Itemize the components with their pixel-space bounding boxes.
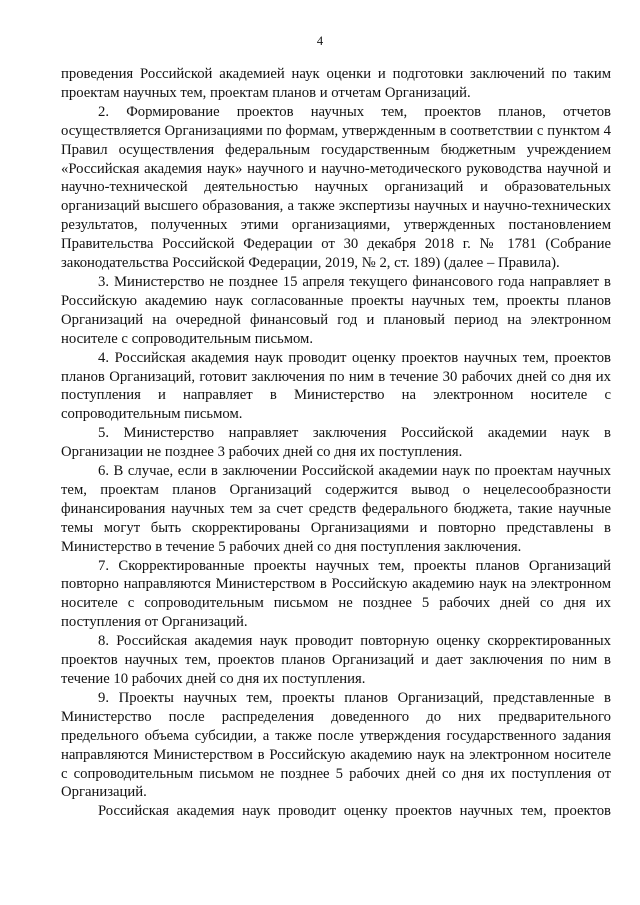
paragraph-item-4: 4. Российская академия наук проводит оценку проектов научных тем, проектов планов Организаций, готовит заключения по ним в течение 30 рабочих дней со дня их поступления и направляет в Министерство на электронном носителе с сопроводительным письмом. [61,349,611,423]
paragraph-item-7: 7. Скорректированные проекты научных тем, проекты планов Организаций повторно направляются Министерством в Российскую академию наук на электронном носителе с сопроводительным письмом не позднее 5 рабочих дней со дня их поступления от Организаций. [61,557,611,631]
paragraph-item-6: 6. В случае, если в заключении Российской академии наук по проектам научных тем, проектам планов Организаций содержится вывод о нецелесообразности финансирования научных тем за счет средств федерального бюджета, такие научные темы могут быть скорректированы Организациями и повторно представлены в Министерство в течение 5 рабочих дней со дня поступления заключения. [61,463,611,555]
paragraph-item-8: 8. Российская академия наук проводит повторную оценку скорректированных проектов научных тем, проектов планов Организаций и дает заключения по ним в течение 10 рабочих дней со дня их поступления. [61,633,611,687]
paragraph-item-5: 5. Министерство направляет заключения Российской академии наук в Организации не позднее 3 рабочих дней со дня их поступления. [61,425,611,461]
paragraph-item-9: 9. Проекты научных тем, проекты планов Организаций, представленные в Министерство после распределения доведенного до них предварительного предельного объема субсидии, а также после утверждения государственного задания направляются Министерством в Российскую академию наук на электронном носителе с сопроводительным письмом не позднее 5 рабочих дней со дня их поступления от Организаций. [61,689,611,801]
paragraph-item-3: 3. Министерство не позднее 15 апреля текущего финансового года направляет в Российскую академию наук согласованные проекты научных тем, проекты планов Организаций на очередной финансовый год и плановый период на электронном носителе с сопроводительным письмом. [61,273,611,347]
paragraph-continuation: проведения Российской академией наук оценки и подготовки заключений по таким проектам научных тем, проектам планов и отчетам Организаций. [61,66,611,101]
paragraph-trailing: Российская академия наук проводит оценку проектов научных тем, проектов [98,803,611,820]
paragraph-item-2: 2. Формирование проектов научных тем, проектов планов, отчетов осуществляется Организациями по формам, утвержденным в соответствии с пунктом 4 Правил осуществления федеральным государственным бюджетным учреждением «Российская академия наук» научного и научно-методического руководства научной и научно-технической деятельностью научных организаций и образовательных организаций высшего образования, а также экспертизы научных и научно-технических результатов, полученных этими организациями, утвержденных постановлением Правительства Российской Федерации от 30 декабря 2018 г. № 1781 (Собрание законодательства Российской Федерации, 2019, № 2, ст. 189) (далее – Правила). [61,103,611,272]
document-body [61,65,611,821]
page-number: 4 [316,34,324,48]
